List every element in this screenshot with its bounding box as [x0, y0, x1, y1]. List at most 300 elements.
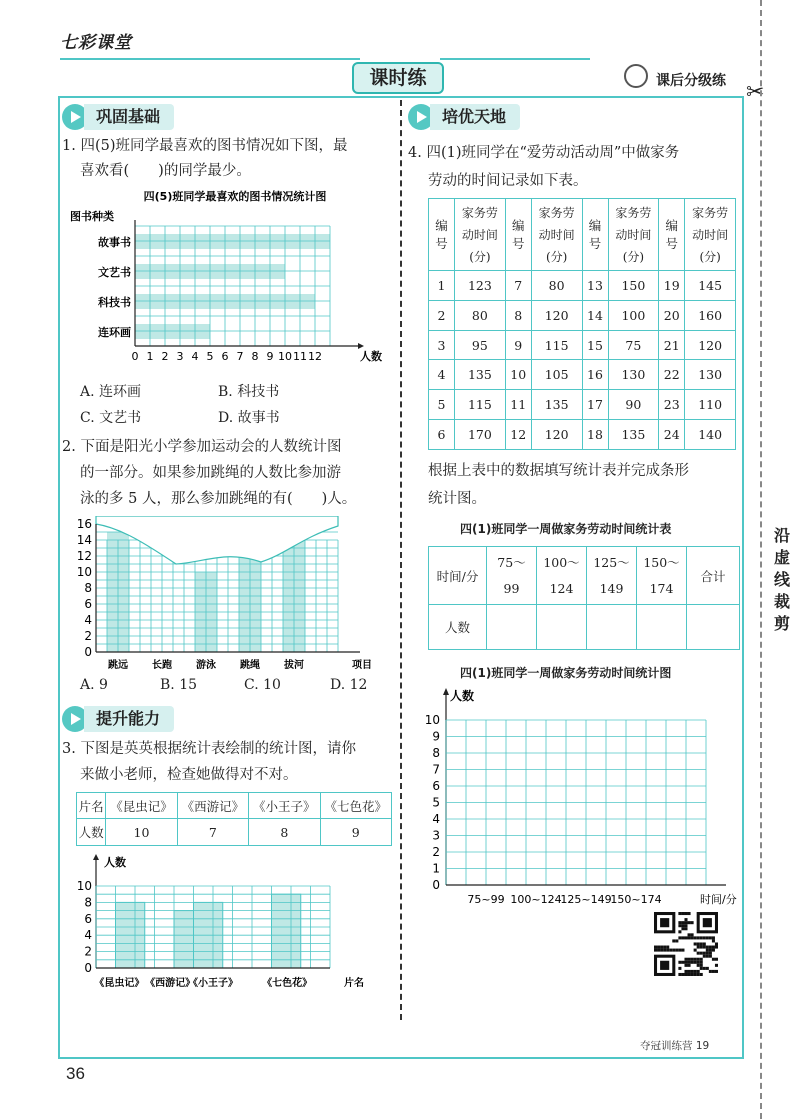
qr-module: [703, 955, 706, 958]
qr-module: [691, 936, 694, 939]
arrow-icon: [358, 343, 364, 349]
qr-module: [684, 927, 687, 930]
qr-module: [669, 949, 672, 952]
qr-module: [700, 936, 703, 939]
qr-module: [700, 942, 703, 945]
table-cell: 95: [455, 330, 506, 360]
category-label: 150~174: [610, 893, 662, 906]
qr-module: [706, 967, 709, 970]
table-header-time: 家务劳 动时间 (分): [685, 199, 736, 271]
tick-label: 5: [206, 350, 214, 363]
qr-module: [688, 921, 691, 924]
qr-module: [694, 958, 697, 961]
category-label: 连环画: [98, 326, 131, 339]
cut-note: 沿 虚 线 裁 剪: [773, 526, 790, 633]
tick-label: 10: [278, 350, 292, 363]
table-cell: 10: [505, 360, 531, 390]
qr-module: [688, 933, 691, 936]
qr-module: [681, 924, 684, 927]
qr-module: [715, 942, 718, 945]
section-improve: 提升能力: [62, 706, 222, 732]
page-number: 36: [66, 1064, 85, 1083]
category-label: 125~149: [560, 893, 612, 906]
qr-module: [700, 973, 703, 976]
q1-line2: 喜欢看( )的同学最少。: [80, 163, 251, 179]
table-cell: 7: [177, 819, 248, 846]
qr-module: [663, 949, 666, 952]
scissors-icon: ✂: [746, 80, 765, 105]
table-cell: 135: [531, 390, 582, 420]
arrow-icon: [93, 854, 99, 860]
x-axis-label: 项目: [352, 660, 372, 671]
qr-module: [684, 973, 687, 976]
q1-line1: 1. 四(5)班同学最喜欢的图书情况如下图，最: [62, 138, 348, 154]
qr-module: [678, 967, 681, 970]
table-cell: 125～ 149: [587, 547, 637, 605]
table-cell: 时间/分: [429, 547, 487, 605]
qr-module: [712, 949, 715, 952]
tick-label: 8: [432, 746, 440, 760]
table-cell: 90: [608, 390, 659, 420]
table-row: [429, 330, 736, 360]
table-cell: 170: [455, 420, 506, 450]
lesson-title: 课时练: [352, 62, 444, 94]
table-row: [429, 420, 736, 450]
arrow-icon: [443, 688, 449, 695]
q2-line2: 的一部分。如果参加跳绳的人数比参加游: [80, 465, 341, 481]
answer-cell[interactable]: [687, 605, 740, 650]
qr-module: [697, 946, 700, 949]
qr-module: [691, 933, 694, 936]
tick-label: 1: [146, 350, 154, 363]
qr-module: [709, 949, 712, 952]
category-label: 跳远: [108, 660, 128, 671]
q3-line2: 来做小老师，检查她做得对不对。: [80, 767, 298, 783]
table-header-num: 编 号: [659, 199, 685, 271]
tick-label: 3: [176, 350, 184, 363]
table-row: [429, 360, 736, 390]
table-cell: 19: [659, 271, 685, 301]
qr-module: [703, 936, 706, 939]
table-header-time: 家务劳 动时间 (分): [455, 199, 506, 271]
table-cell: 5: [429, 390, 455, 420]
table-header-num: 编 号: [429, 199, 455, 271]
table-header-num: 编 号: [505, 199, 531, 271]
table-cell: 4: [429, 360, 455, 390]
table-cell: 110: [685, 390, 736, 420]
qr-module: [694, 973, 697, 976]
tick-label: 14: [76, 533, 92, 547]
answer-cell[interactable]: [637, 605, 687, 650]
y-axis-label: 人数: [104, 856, 126, 869]
qr-module: [678, 930, 681, 933]
category-label: 100~124: [510, 893, 562, 906]
table-cell: 130: [608, 360, 659, 390]
qr-module: [681, 973, 684, 976]
tick-label: 6: [432, 779, 440, 793]
qr-module: [688, 958, 691, 961]
table-cell: 17: [582, 390, 608, 420]
qr-module: [678, 949, 681, 952]
qr-module: [706, 949, 709, 952]
category-label: 《昆虫记》: [94, 978, 145, 989]
qr-module: [688, 912, 691, 915]
qr-module: [700, 967, 703, 970]
qr-module: [684, 936, 687, 939]
qr-module: [681, 927, 684, 930]
qr-module: [681, 949, 684, 952]
qr-module: [703, 942, 706, 945]
category-label: 《七色花》: [262, 978, 313, 989]
chart-sports: [70, 516, 400, 672]
tick-label: 8: [84, 895, 92, 910]
stat-table-title: 四(1)班同学一周做家务劳动时间统计表: [460, 522, 672, 536]
table-cell: 10: [106, 819, 177, 846]
qr-finder: [660, 918, 669, 927]
answer-cell[interactable]: [537, 605, 587, 650]
q3-table: [76, 792, 392, 846]
qr-module: [678, 973, 681, 976]
qr-module: [678, 924, 681, 927]
q4-instr2: 统计图。: [428, 491, 486, 507]
qr-module: [657, 949, 660, 952]
category-label: 《小王子》: [188, 978, 238, 989]
table-row: [429, 271, 736, 301]
footer-note: 夺冠训练营 19: [640, 1040, 710, 1052]
qr-module: [715, 964, 718, 967]
qr-module: [697, 970, 700, 973]
qr-module: [688, 970, 691, 973]
brand-logo: 七彩课堂: [60, 33, 132, 52]
q1-option-b[interactable]: B. 科技书: [218, 384, 280, 400]
qr-module: [700, 952, 703, 955]
q4-line2: 劳动的时间记录如下表。: [428, 173, 588, 189]
qr-module: [657, 946, 660, 949]
qr-module: [678, 912, 681, 915]
cut-line: [760, 0, 762, 1119]
qr-module: [694, 970, 697, 973]
qr-module: [709, 955, 712, 958]
qr-module: [697, 964, 700, 967]
qr-module: [691, 958, 694, 961]
table-row: [429, 390, 736, 420]
qr-module: [703, 952, 706, 955]
table-cell: 合计: [687, 547, 740, 605]
table-cell: 100～ 124: [537, 547, 587, 605]
q1-option-a[interactable]: A. 连环画: [80, 384, 142, 400]
qr-module: [684, 912, 687, 915]
tick-label: 12: [308, 350, 322, 363]
tick-label: 0: [84, 961, 92, 975]
qr-module: [700, 961, 703, 964]
tick-label: 10: [76, 565, 92, 579]
chart-housework: [420, 686, 750, 908]
q4-record-table: [428, 198, 736, 450]
table-header-num: 编 号: [582, 199, 608, 271]
qr-module: [688, 964, 691, 967]
qr-module: [712, 936, 715, 939]
table-cell: 12: [505, 420, 531, 450]
table-cell: 20: [659, 300, 685, 330]
bar: [135, 324, 210, 339]
table-cell: 130: [685, 360, 736, 390]
qr-module: [712, 939, 715, 942]
qr-module: [678, 936, 681, 939]
tick-label: 8: [251, 350, 259, 363]
qr-module: [684, 964, 687, 967]
qr-module: [660, 949, 663, 952]
q4-line1: 4. 四(1)班同学在“爱劳动活动周”中做家务: [408, 145, 680, 161]
x-axis-label: 人数: [360, 350, 382, 363]
table-cell: 16: [582, 360, 608, 390]
section-advanced: 培优天地: [408, 104, 568, 130]
qr-module: [706, 955, 709, 958]
q1-option-d[interactable]: D. 故事书: [218, 410, 280, 426]
table-cell: 115: [455, 390, 506, 420]
category-label: 拔河: [284, 660, 304, 671]
tick-label: 6: [84, 597, 92, 611]
table-cell: 100: [608, 300, 659, 330]
qr-module: [712, 946, 715, 949]
qr-module: [663, 946, 666, 949]
qr-module: [688, 936, 691, 939]
qr-module: [688, 973, 691, 976]
x-axis-label: 片名: [344, 978, 364, 989]
qr-finder: [660, 961, 669, 970]
tick-label: 16: [76, 517, 92, 531]
table-cell: 105: [531, 360, 582, 390]
table-cell: 150～ 174: [637, 547, 687, 605]
table-cell: 15: [582, 330, 608, 360]
qr-module: [697, 952, 700, 955]
table-cell: 23: [659, 390, 685, 420]
qr-module: [654, 949, 657, 952]
qr-module: [712, 958, 715, 961]
qr-module: [715, 946, 718, 949]
tick-label: 10: [76, 879, 92, 893]
tick-label: 12: [76, 549, 92, 563]
q2-line3: 泳的多 5 人，那么参加跳绳的有( )人。: [80, 491, 357, 507]
answer-cell[interactable]: [487, 605, 537, 650]
table-cell: 75: [608, 330, 659, 360]
qr-module: [666, 949, 669, 952]
qr-module: [675, 939, 678, 942]
table-cell: 8: [249, 819, 320, 846]
section-basic: 巩固基础: [62, 104, 222, 130]
table-cell: 8: [505, 300, 531, 330]
qr-module: [684, 924, 687, 927]
table-cell: 80: [455, 300, 506, 330]
table-cell: 14: [582, 300, 608, 330]
after-class-label: 课后分级练: [656, 73, 726, 89]
table-cell: 145: [685, 271, 736, 301]
qr-module: [712, 970, 715, 973]
qr-module: [700, 946, 703, 949]
tick-label: 11: [293, 350, 307, 363]
qr-module: [706, 936, 709, 939]
table-cell: 24: [659, 420, 685, 450]
table-cell: 160: [685, 300, 736, 330]
header-rule-left: [60, 58, 360, 60]
tick-label: 2: [432, 845, 440, 859]
stat-chart-title: 四(1)班同学一周做家务劳动时间统计图: [460, 666, 672, 680]
qr-module: [691, 970, 694, 973]
qr-module: [684, 961, 687, 964]
chart-title: 四(5)班同学最喜欢的图书情况统计图: [143, 190, 327, 203]
qr-module: [654, 946, 657, 949]
tick-label: 2: [84, 944, 92, 959]
table-cell: 人数: [429, 605, 487, 650]
table-cell: 120: [531, 420, 582, 450]
tick-label: 6: [221, 350, 229, 363]
qr-module: [706, 946, 709, 949]
category-label: 故事书: [98, 236, 131, 249]
tick-label: 5: [432, 795, 440, 810]
tick-label: 1: [432, 861, 440, 876]
qr-module: [703, 967, 706, 970]
category-label: 科技书: [98, 296, 131, 309]
category-label: 《西游记》: [145, 978, 196, 989]
table-cell: 《昆虫记》: [106, 793, 177, 819]
qr-module: [691, 973, 694, 976]
qr-module: [678, 921, 681, 924]
tick-label: 0: [432, 878, 440, 892]
table-cell: 7: [505, 271, 531, 301]
q2-option-a[interactable]: A. 9: [80, 677, 108, 693]
qr-module: [681, 936, 684, 939]
clock-icon: [624, 64, 648, 88]
qr-module: [694, 949, 697, 952]
qr-module: [681, 912, 684, 915]
qr-module: [703, 946, 706, 949]
table-cell: 1: [429, 271, 455, 301]
qr-module: [678, 961, 681, 964]
y-axis-label: 图书种类: [70, 210, 114, 223]
tick-label: 4: [84, 613, 92, 627]
tick-label: 9: [432, 729, 440, 744]
table-cell: 75～ 99: [487, 547, 537, 605]
q4-instr1: 根据上表中的数据填写统计表并完成条形: [428, 463, 689, 479]
table-cell: 115: [531, 330, 582, 360]
qr-module: [697, 942, 700, 945]
qr-module: [697, 958, 700, 961]
chart-books: [70, 186, 400, 376]
qr-module: [715, 958, 718, 961]
tick-label: 0: [131, 350, 139, 363]
q2-option-b[interactable]: B. 15: [160, 677, 198, 693]
tick-label: 4: [84, 928, 92, 943]
q4-stat-table: [428, 546, 740, 650]
qr-code[interactable]: [654, 912, 718, 976]
table-cell: 9: [505, 330, 531, 360]
qr-module: [691, 961, 694, 964]
tick-label: 7: [432, 762, 440, 777]
qr-module: [675, 949, 678, 952]
q1-option-c[interactable]: C. 文艺书: [80, 410, 142, 426]
tick-label: 7: [236, 350, 244, 363]
bar: [135, 234, 330, 249]
tick-label: 9: [266, 350, 274, 363]
qr-module: [706, 952, 709, 955]
table-cell: 135: [608, 420, 659, 450]
table-cell: 120: [685, 330, 736, 360]
answer-cell[interactable]: [587, 605, 637, 650]
category-label: 游泳: [196, 660, 216, 671]
table-cell: 《七色花》: [320, 793, 391, 819]
qr-module: [697, 961, 700, 964]
qr-module: [672, 939, 675, 942]
table-row: [429, 300, 736, 330]
table-cell: 21: [659, 330, 685, 360]
tick-label: 2: [161, 350, 169, 363]
table-cell: 《小王子》: [249, 793, 320, 819]
table-header-time: 家务劳 动时间 (分): [608, 199, 659, 271]
qr-module: [688, 961, 691, 964]
category-label: 75~99: [467, 893, 505, 906]
bar: [272, 894, 301, 968]
table-cell: 18: [582, 420, 608, 450]
table-cell: 9: [320, 819, 391, 846]
table-cell: 80: [531, 271, 582, 301]
qr-module: [684, 958, 687, 961]
table-cell: 片名: [77, 793, 106, 819]
q2-option-c[interactable]: C. 10: [244, 677, 281, 693]
qr-module: [691, 921, 694, 924]
table-cell: 《西游记》: [177, 793, 248, 819]
chart-readbooks: [70, 852, 400, 990]
qr-module: [700, 964, 703, 967]
table-cell: 135: [455, 360, 506, 390]
qr-module: [709, 936, 712, 939]
table-header-time: 家务劳 动时间 (分): [531, 199, 582, 271]
table-cell: 123: [455, 271, 506, 301]
qr-module: [694, 942, 697, 945]
qr-module: [697, 936, 700, 939]
table-cell: 3: [429, 330, 455, 360]
table-cell: 120: [531, 300, 582, 330]
qr-module: [681, 961, 684, 964]
tick-label: 2: [84, 629, 92, 643]
q2-line1: 2. 下面是阳光小学参加运动会的人数统计图: [62, 439, 342, 455]
table-cell: 人数: [77, 819, 106, 846]
category-label: 文艺书: [98, 266, 131, 279]
table-cell: 140: [685, 420, 736, 450]
qr-module: [709, 946, 712, 949]
q3-line1: 3. 下图是英英根据统计表绘制的统计图，请你: [62, 741, 356, 757]
qr-module: [709, 970, 712, 973]
qr-module: [694, 936, 697, 939]
table-cell: 6: [429, 420, 455, 450]
column-divider: [400, 100, 402, 1020]
category-label: 跳绳: [240, 660, 260, 671]
tick-label: 6: [84, 911, 92, 926]
qr-module: [684, 921, 687, 924]
tick-label: 4: [432, 812, 440, 826]
qr-module: [684, 918, 687, 921]
qr-finder: [703, 918, 712, 927]
table-cell: 13: [582, 271, 608, 301]
table-cell: 150: [608, 271, 659, 301]
table-cell: 2: [429, 300, 455, 330]
qr-module: [681, 921, 684, 924]
qr-module: [672, 949, 675, 952]
table-cell: 11: [505, 390, 531, 420]
q2-option-d[interactable]: D. 12: [330, 677, 368, 693]
qr-module: [709, 952, 712, 955]
tick-label: 10: [424, 713, 440, 727]
tick-label: 3: [432, 828, 440, 843]
x-axis-label: 时间/分: [700, 893, 737, 906]
